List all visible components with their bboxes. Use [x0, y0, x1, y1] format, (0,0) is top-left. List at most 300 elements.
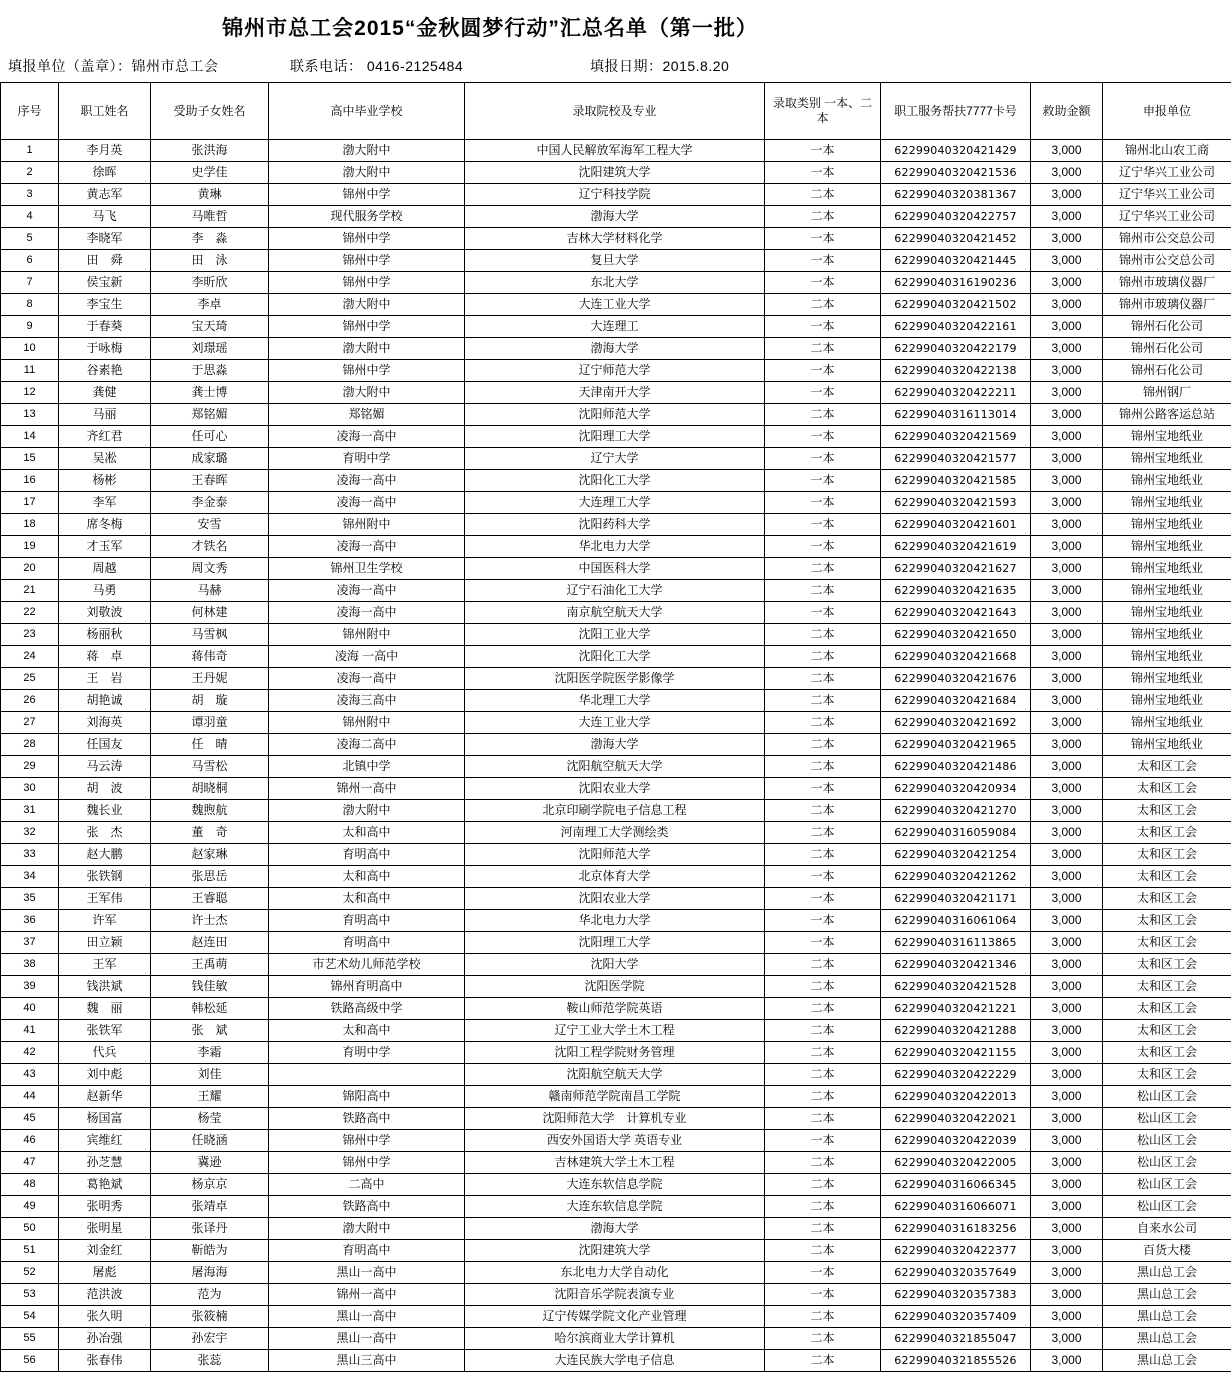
- worker-name-cell: 宾维红: [59, 1130, 151, 1152]
- admission-type-cell: 一本: [765, 162, 881, 184]
- reporting-unit-cell: 辽宁华兴工业公司: [1103, 184, 1231, 206]
- aid-amount-cell: 3,000: [1031, 778, 1103, 800]
- college-major-cell: 沈阳航空航天大学: [465, 756, 765, 778]
- admission-type-cell: 一本: [765, 382, 881, 404]
- aid-amount-cell: 3,000: [1031, 250, 1103, 272]
- high-school-cell: 凌海 一高中: [269, 646, 465, 668]
- table-row: [1, 668, 1231, 690]
- child-name-cell: 王耀: [151, 1086, 269, 1108]
- seq-cell: 41: [1, 1020, 59, 1042]
- table-row: [1, 1196, 1231, 1218]
- worker-name-cell: 李宝生: [59, 294, 151, 316]
- table-row: [1, 382, 1231, 404]
- college-major-cell: 河南理工大学测绘类: [465, 822, 765, 844]
- aid-amount-cell: 3,000: [1031, 1174, 1103, 1196]
- table-row: [1, 954, 1231, 976]
- table-row: [1, 800, 1231, 822]
- child-name-cell: 任可心: [151, 426, 269, 448]
- table-header: [1, 83, 1231, 140]
- high-school-cell: 黑山三高中: [269, 1350, 465, 1372]
- aid-amount-cell: 3,000: [1031, 162, 1103, 184]
- aid-amount-cell: 3,000: [1031, 448, 1103, 470]
- table-row: [1, 1218, 1231, 1240]
- table-row: [1, 1152, 1231, 1174]
- aid-amount-cell: 3,000: [1031, 756, 1103, 778]
- college-major-cell: 中国人民解放军海军工程大学: [465, 140, 765, 162]
- worker-name-cell: 钱洪斌: [59, 976, 151, 998]
- card-number-cell: 62299040320422211: [881, 382, 1031, 404]
- worker-name-cell: 张铁钢: [59, 866, 151, 888]
- child-name-cell: 安雪: [151, 514, 269, 536]
- reporting-unit-cell: 松山区工会: [1103, 1152, 1231, 1174]
- card-number-cell: 62299040316183256: [881, 1218, 1031, 1240]
- child-name-cell: 许士杰: [151, 910, 269, 932]
- admission-type-cell: 一本: [765, 910, 881, 932]
- seq-cell: 5: [1, 228, 59, 250]
- card-number-cell: 62299040320421452: [881, 228, 1031, 250]
- high-school-cell: 凌海一高中: [269, 668, 465, 690]
- admission-type-cell: 一本: [765, 470, 881, 492]
- worker-name-cell: 刘中彪: [59, 1064, 151, 1086]
- card-number-cell: 62299040320421536: [881, 162, 1031, 184]
- child-name-cell: 王丹妮: [151, 668, 269, 690]
- admission-type-cell: 一本: [765, 140, 881, 162]
- child-name-cell: 任 晴: [151, 734, 269, 756]
- column-header: 录取类别 一本、二本: [765, 83, 881, 140]
- admission-type-cell: 二本: [765, 1174, 881, 1196]
- high-school-cell: 渤大附中: [269, 1218, 465, 1240]
- reporting-unit-cell: 太和区工会: [1103, 976, 1231, 998]
- aid-amount-cell: 3,000: [1031, 954, 1103, 976]
- child-name-cell: 李霜: [151, 1042, 269, 1064]
- seq-cell: 28: [1, 734, 59, 756]
- admission-type-cell: 二本: [765, 184, 881, 206]
- aid-amount-cell: 3,000: [1031, 1218, 1103, 1240]
- college-major-cell: 渤海大学: [465, 1218, 765, 1240]
- college-major-cell: 华北电力大学: [465, 910, 765, 932]
- child-name-cell: 刘璟瑶: [151, 338, 269, 360]
- worker-name-cell: 杨丽秋: [59, 624, 151, 646]
- admission-type-cell: 一本: [765, 1262, 881, 1284]
- table-row: [1, 294, 1231, 316]
- aid-amount-cell: 3,000: [1031, 624, 1103, 646]
- aid-amount-cell: 3,000: [1031, 800, 1103, 822]
- child-name-cell: 杨京京: [151, 1174, 269, 1196]
- child-name-cell: 胡 璇: [151, 690, 269, 712]
- college-major-cell: 沈阳理工大学: [465, 932, 765, 954]
- admission-type-cell: 一本: [765, 778, 881, 800]
- worker-name-cell: 周越: [59, 558, 151, 580]
- card-number-cell: 62299040316113014: [881, 404, 1031, 426]
- high-school-cell: 铁路高级中学: [269, 998, 465, 1020]
- reporting-unit-cell: 黑山总工会: [1103, 1328, 1231, 1350]
- worker-name-cell: 胡艳诚: [59, 690, 151, 712]
- admission-type-cell: 二本: [765, 404, 881, 426]
- admission-type-cell: 二本: [765, 976, 881, 998]
- admission-type-cell: 一本: [765, 426, 881, 448]
- seq-cell: 50: [1, 1218, 59, 1240]
- table-row: [1, 1284, 1231, 1306]
- card-number-cell: 62299040320421676: [881, 668, 1031, 690]
- admission-type-cell: 一本: [765, 1284, 881, 1306]
- aid-amount-cell: 3,000: [1031, 470, 1103, 492]
- worker-name-cell: 田 舜: [59, 250, 151, 272]
- table-row: [1, 228, 1231, 250]
- worker-name-cell: 田立颖: [59, 932, 151, 954]
- seq-cell: 42: [1, 1042, 59, 1064]
- college-major-cell: 吉林大学材料化学: [465, 228, 765, 250]
- high-school-cell: 育明中学: [269, 448, 465, 470]
- reporting-unit-cell: 锦州宝地纸业: [1103, 602, 1231, 624]
- card-number-cell: 62299040320421270: [881, 800, 1031, 822]
- reporting-unit-cell: 松山区工会: [1103, 1086, 1231, 1108]
- contact-phone: 联系电话： 0416-2125484: [290, 58, 464, 74]
- card-number-cell: 62299040320421619: [881, 536, 1031, 558]
- aid-amount-cell: 3,000: [1031, 1042, 1103, 1064]
- high-school-cell: 太和高中: [269, 866, 465, 888]
- aid-amount-cell: 3,000: [1031, 1350, 1103, 1372]
- child-name-cell: 李昕欣: [151, 272, 269, 294]
- seq-cell: 56: [1, 1350, 59, 1372]
- child-name-cell: 龚士博: [151, 382, 269, 404]
- seq-cell: 36: [1, 910, 59, 932]
- table-row: [1, 1042, 1231, 1064]
- table-row: [1, 1306, 1231, 1328]
- admission-type-cell: 一本: [765, 932, 881, 954]
- table-row: [1, 602, 1231, 624]
- worker-name-cell: 杨国富: [59, 1108, 151, 1130]
- college-major-cell: 沈阳医学院医学影像学: [465, 668, 765, 690]
- admission-type-cell: 二本: [765, 646, 881, 668]
- reporting-unit-cell: 锦州宝地纸业: [1103, 448, 1231, 470]
- high-school-cell: 凌海一高中: [269, 580, 465, 602]
- college-major-cell: 辽宁传媒学院文化产业管理: [465, 1306, 765, 1328]
- seq-cell: 29: [1, 756, 59, 778]
- child-name-cell: 赵家琳: [151, 844, 269, 866]
- card-number-cell: 62299040320421965: [881, 734, 1031, 756]
- table-row: [1, 778, 1231, 800]
- card-number-cell: 62299040320421627: [881, 558, 1031, 580]
- high-school-cell: 太和高中: [269, 888, 465, 910]
- seq-cell: 16: [1, 470, 59, 492]
- aid-amount-cell: 3,000: [1031, 844, 1103, 866]
- reporting-unit-cell: 锦州市公交总公司: [1103, 228, 1231, 250]
- high-school-cell: 育明高中: [269, 910, 465, 932]
- worker-name-cell: 齐红君: [59, 426, 151, 448]
- high-school-cell: 锦州一高中: [269, 778, 465, 800]
- seq-cell: 10: [1, 338, 59, 360]
- worker-name-cell: 赵新华: [59, 1086, 151, 1108]
- aid-amount-cell: 3,000: [1031, 932, 1103, 954]
- college-major-cell: 沈阳大学: [465, 954, 765, 976]
- seq-cell: 30: [1, 778, 59, 800]
- card-number-cell: 62299040316066345: [881, 1174, 1031, 1196]
- worker-name-cell: 蒋 卓: [59, 646, 151, 668]
- worker-name-cell: 徐晖: [59, 162, 151, 184]
- reporting-unit-cell: 太和区工会: [1103, 1064, 1231, 1086]
- reporting-unit-cell: 辽宁华兴工业公司: [1103, 162, 1231, 184]
- college-major-cell: 大连民族大学电子信息: [465, 1350, 765, 1372]
- admission-type-cell: 二本: [765, 294, 881, 316]
- aid-amount-cell: 3,000: [1031, 734, 1103, 756]
- summary-table: [0, 82, 1231, 1372]
- high-school-cell: 育明高中: [269, 932, 465, 954]
- seq-cell: 43: [1, 1064, 59, 1086]
- admission-type-cell: 二本: [765, 1306, 881, 1328]
- reporting-unit-cell: 锦州宝地纸业: [1103, 558, 1231, 580]
- reporting-unit-cell: 太和区工会: [1103, 822, 1231, 844]
- college-major-cell: 大连东软信息学院: [465, 1196, 765, 1218]
- reporting-unit-cell: 太和区工会: [1103, 932, 1231, 954]
- card-number-cell: 62299040316059084: [881, 822, 1031, 844]
- seq-cell: 40: [1, 998, 59, 1020]
- table-row: [1, 514, 1231, 536]
- aid-amount-cell: 3,000: [1031, 404, 1103, 426]
- worker-name-cell: 黄志军: [59, 184, 151, 206]
- college-major-cell: 沈阳师范大学: [465, 404, 765, 426]
- seq-cell: 32: [1, 822, 59, 844]
- table-row: [1, 646, 1231, 668]
- worker-name-cell: 王 岩: [59, 668, 151, 690]
- card-number-cell: 62299040320421692: [881, 712, 1031, 734]
- seq-cell: 8: [1, 294, 59, 316]
- child-name-cell: 张蕊: [151, 1350, 269, 1372]
- high-school-cell: 育明高中: [269, 844, 465, 866]
- college-major-cell: 沈阳航空航天大学: [465, 1064, 765, 1086]
- card-number-cell: 62299040316066071: [881, 1196, 1031, 1218]
- child-name-cell: 田 泳: [151, 250, 269, 272]
- child-name-cell: 钱佳敏: [151, 976, 269, 998]
- seq-cell: 48: [1, 1174, 59, 1196]
- high-school-cell: 市艺术幼儿师范学校: [269, 954, 465, 976]
- admission-type-cell: 一本: [765, 536, 881, 558]
- table-row: [1, 1130, 1231, 1152]
- table-row: [1, 162, 1231, 184]
- table-row: [1, 426, 1231, 448]
- seq-cell: 55: [1, 1328, 59, 1350]
- child-name-cell: 马赫: [151, 580, 269, 602]
- reporting-unit-cell: 太和区工会: [1103, 866, 1231, 888]
- worker-name-cell: 王军伟: [59, 888, 151, 910]
- worker-name-cell: 魏 丽: [59, 998, 151, 1020]
- table-row: [1, 250, 1231, 272]
- high-school-cell: 锦州中学: [269, 316, 465, 338]
- college-major-cell: 华北理工大学: [465, 690, 765, 712]
- child-name-cell: 魏煦航: [151, 800, 269, 822]
- aid-amount-cell: 3,000: [1031, 580, 1103, 602]
- admission-type-cell: 二本: [765, 756, 881, 778]
- card-number-cell: 62299040320421254: [881, 844, 1031, 866]
- seq-cell: 4: [1, 206, 59, 228]
- seq-cell: 14: [1, 426, 59, 448]
- aid-amount-cell: 3,000: [1031, 294, 1103, 316]
- aid-amount-cell: 3,000: [1031, 1130, 1103, 1152]
- table-row: [1, 734, 1231, 756]
- worker-name-cell: 李月英: [59, 140, 151, 162]
- aid-amount-cell: 3,000: [1031, 140, 1103, 162]
- aid-amount-cell: 3,000: [1031, 272, 1103, 294]
- aid-amount-cell: 3,000: [1031, 228, 1103, 250]
- aid-amount-cell: 3,000: [1031, 382, 1103, 404]
- high-school-cell: 渤大附中: [269, 294, 465, 316]
- card-number-cell: 62299040320421528: [881, 976, 1031, 998]
- column-header: 受助子女姓名: [151, 83, 269, 140]
- seq-cell: 49: [1, 1196, 59, 1218]
- table-row: [1, 580, 1231, 602]
- college-major-cell: 大连理工大学: [465, 492, 765, 514]
- table-row: [1, 316, 1231, 338]
- worker-name-cell: 张久明: [59, 1306, 151, 1328]
- worker-name-cell: 范洪波: [59, 1284, 151, 1306]
- card-number-cell: 62299040320381367: [881, 184, 1031, 206]
- seq-cell: 25: [1, 668, 59, 690]
- aid-amount-cell: 3,000: [1031, 536, 1103, 558]
- table-row: [1, 1350, 1231, 1372]
- reporting-unit-cell: 太和区工会: [1103, 954, 1231, 976]
- high-school-cell: 北镇中学: [269, 756, 465, 778]
- admission-type-cell: 一本: [765, 492, 881, 514]
- reporting-unit-cell: 锦州宝地纸业: [1103, 580, 1231, 602]
- table-row: [1, 844, 1231, 866]
- reporting-unit-cell: 锦州宝地纸业: [1103, 624, 1231, 646]
- aid-amount-cell: 3,000: [1031, 668, 1103, 690]
- high-school-cell: 太和高中: [269, 822, 465, 844]
- table-row: [1, 756, 1231, 778]
- high-school-cell: 锦州一高中: [269, 1284, 465, 1306]
- card-number-cell: 62299040320422229: [881, 1064, 1031, 1086]
- child-name-cell: 张 斌: [151, 1020, 269, 1042]
- worker-name-cell: 张 杰: [59, 822, 151, 844]
- seq-cell: 7: [1, 272, 59, 294]
- aid-amount-cell: 3,000: [1031, 514, 1103, 536]
- worker-name-cell: 于咏梅: [59, 338, 151, 360]
- aid-amount-cell: 3,000: [1031, 712, 1103, 734]
- college-major-cell: 辽宁石油化工大学: [465, 580, 765, 602]
- card-number-cell: 62299040316113865: [881, 932, 1031, 954]
- college-major-cell: 赣南师范学院南昌工学院: [465, 1086, 765, 1108]
- seq-cell: 13: [1, 404, 59, 426]
- seq-cell: 1: [1, 140, 59, 162]
- reporting-unit-cell: 松山区工会: [1103, 1130, 1231, 1152]
- aid-amount-cell: 3,000: [1031, 558, 1103, 580]
- child-name-cell: 王睿聪: [151, 888, 269, 910]
- reporting-unit-cell: 太和区工会: [1103, 844, 1231, 866]
- college-major-cell: 沈阳建筑大学: [465, 1240, 765, 1262]
- admission-type-cell: 二本: [765, 1240, 881, 1262]
- aid-amount-cell: 3,000: [1031, 822, 1103, 844]
- aid-amount-cell: 3,000: [1031, 1240, 1103, 1262]
- aid-amount-cell: 3,000: [1031, 426, 1103, 448]
- child-name-cell: 何林建: [151, 602, 269, 624]
- admission-type-cell: 二本: [765, 1350, 881, 1372]
- high-school-cell: 郑铭媚: [269, 404, 465, 426]
- admission-type-cell: 二本: [765, 624, 881, 646]
- reporting-unit-cell: 锦州公路客运总站: [1103, 404, 1231, 426]
- reporting-unit-cell: 锦州钢厂: [1103, 382, 1231, 404]
- reporting-unit-cell: 锦州石化公司: [1103, 338, 1231, 360]
- college-major-cell: 辽宁大学: [465, 448, 765, 470]
- card-number-cell: 62299040320421445: [881, 250, 1031, 272]
- admission-type-cell: 二本: [765, 844, 881, 866]
- admission-type-cell: 二本: [765, 580, 881, 602]
- seq-cell: 38: [1, 954, 59, 976]
- table-row: [1, 1262, 1231, 1284]
- admission-type-cell: 二本: [765, 558, 881, 580]
- worker-name-cell: 才玉军: [59, 536, 151, 558]
- seq-cell: 37: [1, 932, 59, 954]
- aid-amount-cell: 3,000: [1031, 998, 1103, 1020]
- admission-type-cell: 二本: [765, 1108, 881, 1130]
- table-row: [1, 448, 1231, 470]
- aid-amount-cell: 3,000: [1031, 1020, 1103, 1042]
- table-row: [1, 338, 1231, 360]
- reporting-unit-cell: 锦州石化公司: [1103, 360, 1231, 382]
- worker-name-cell: 屠彪: [59, 1262, 151, 1284]
- college-major-cell: 沈阳农业大学: [465, 778, 765, 800]
- card-number-cell: 62299040321855526: [881, 1350, 1031, 1372]
- college-major-cell: 沈阳化工大学: [465, 470, 765, 492]
- college-major-cell: 辽宁工业大学土木工程: [465, 1020, 765, 1042]
- table-row: [1, 910, 1231, 932]
- worker-name-cell: 许军: [59, 910, 151, 932]
- seq-cell: 31: [1, 800, 59, 822]
- child-name-cell: 张洪海: [151, 140, 269, 162]
- child-name-cell: 任晓涵: [151, 1130, 269, 1152]
- worker-name-cell: 张明秀: [59, 1196, 151, 1218]
- reporting-unit-cell: 锦州石化公司: [1103, 316, 1231, 338]
- child-name-cell: 李金泰: [151, 492, 269, 514]
- admission-type-cell: 二本: [765, 1152, 881, 1174]
- card-number-cell: 62299040320422179: [881, 338, 1031, 360]
- child-name-cell: 蒋伟奇: [151, 646, 269, 668]
- high-school-cell: 凌海三高中: [269, 690, 465, 712]
- worker-name-cell: 任国友: [59, 734, 151, 756]
- college-major-cell: 渤海大学: [465, 206, 765, 228]
- column-header: 救助金额: [1031, 83, 1103, 140]
- high-school-cell: 锦州中学: [269, 1152, 465, 1174]
- college-major-cell: 沈阳音乐学院表演专业: [465, 1284, 765, 1306]
- reporting-unit-cell: 太和区工会: [1103, 910, 1231, 932]
- card-number-cell: 62299040320421577: [881, 448, 1031, 470]
- header-row: [1, 83, 1231, 140]
- high-school-cell: 铁路高中: [269, 1196, 465, 1218]
- table-row: [1, 1108, 1231, 1130]
- high-school-cell: 太和高中: [269, 1020, 465, 1042]
- seq-cell: 24: [1, 646, 59, 668]
- worker-name-cell: 马丽: [59, 404, 151, 426]
- worker-name-cell: 王军: [59, 954, 151, 976]
- admission-type-cell: 二本: [765, 734, 881, 756]
- child-name-cell: 郑铭媚: [151, 404, 269, 426]
- worker-name-cell: 魏长业: [59, 800, 151, 822]
- admission-type-cell: 二本: [765, 800, 881, 822]
- high-school-cell: [269, 1064, 465, 1086]
- child-name-cell: 张译丹: [151, 1218, 269, 1240]
- child-name-cell: 李 淼: [151, 228, 269, 250]
- worker-name-cell: 李军: [59, 492, 151, 514]
- seq-cell: 44: [1, 1086, 59, 1108]
- seq-cell: 3: [1, 184, 59, 206]
- high-school-cell: 渤大附中: [269, 140, 465, 162]
- aid-amount-cell: 3,000: [1031, 1262, 1103, 1284]
- worker-name-cell: 胡 波: [59, 778, 151, 800]
- table-row: [1, 404, 1231, 426]
- worker-name-cell: 孙芝慧: [59, 1152, 151, 1174]
- worker-name-cell: 张铁军: [59, 1020, 151, 1042]
- college-major-cell: 沈阳师范大学: [465, 844, 765, 866]
- admission-type-cell: 一本: [765, 448, 881, 470]
- reporting-unit-cell: 锦州市玻璃仪器厂: [1103, 272, 1231, 294]
